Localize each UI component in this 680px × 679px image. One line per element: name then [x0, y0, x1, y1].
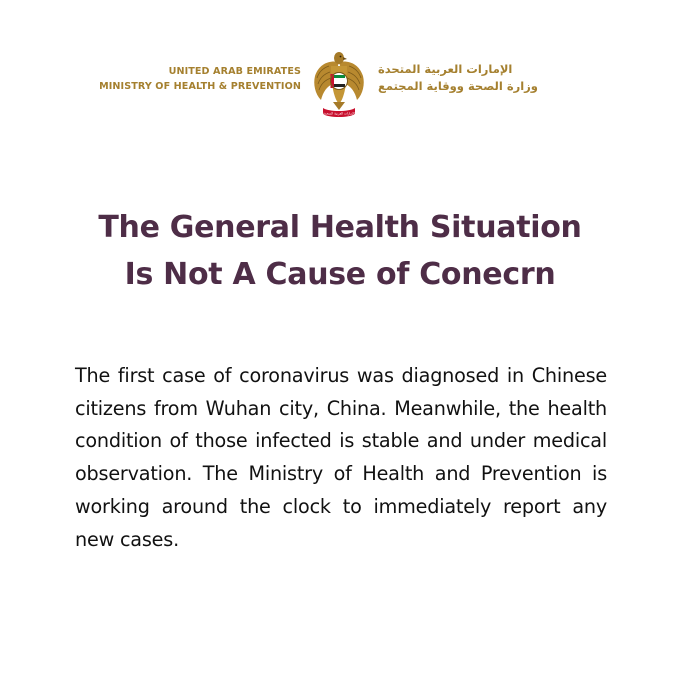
ministry-header: [0, 48, 680, 128]
org-country-en: UNITED ARAB EMIRATES: [168, 66, 301, 77]
org-name-english: [99, 64, 301, 94]
page-title: [0, 204, 680, 298]
org-name-arabic: [378, 61, 538, 95]
org-country-ar: الإمارات العربية المتحدة: [378, 62, 513, 76]
announcement-paragraph: The first case of coronavirus was diagnosed in Chinese citizens from Wuhan city, China. Meanwhile, the health condition of those infected is stable and under medical observation. The Ministry of Health and Prevention is working around the clock to immediately report any new cases.: [75, 364, 607, 551]
uae-falcon-emblem-icon: [311, 48, 367, 120]
title-line-1: The General Health Situation: [98, 210, 582, 245]
org-ministry-ar: وزارة الصحة ووقاية المجتمع: [378, 79, 538, 93]
emblem-banner-text: الإمارات العربية المتحدة: [323, 111, 355, 116]
title-line-2: Is Not A Cause of Conecrn: [124, 257, 556, 292]
org-ministry-en: MINISTRY OF HEALTH & PREVENTION: [99, 81, 301, 92]
